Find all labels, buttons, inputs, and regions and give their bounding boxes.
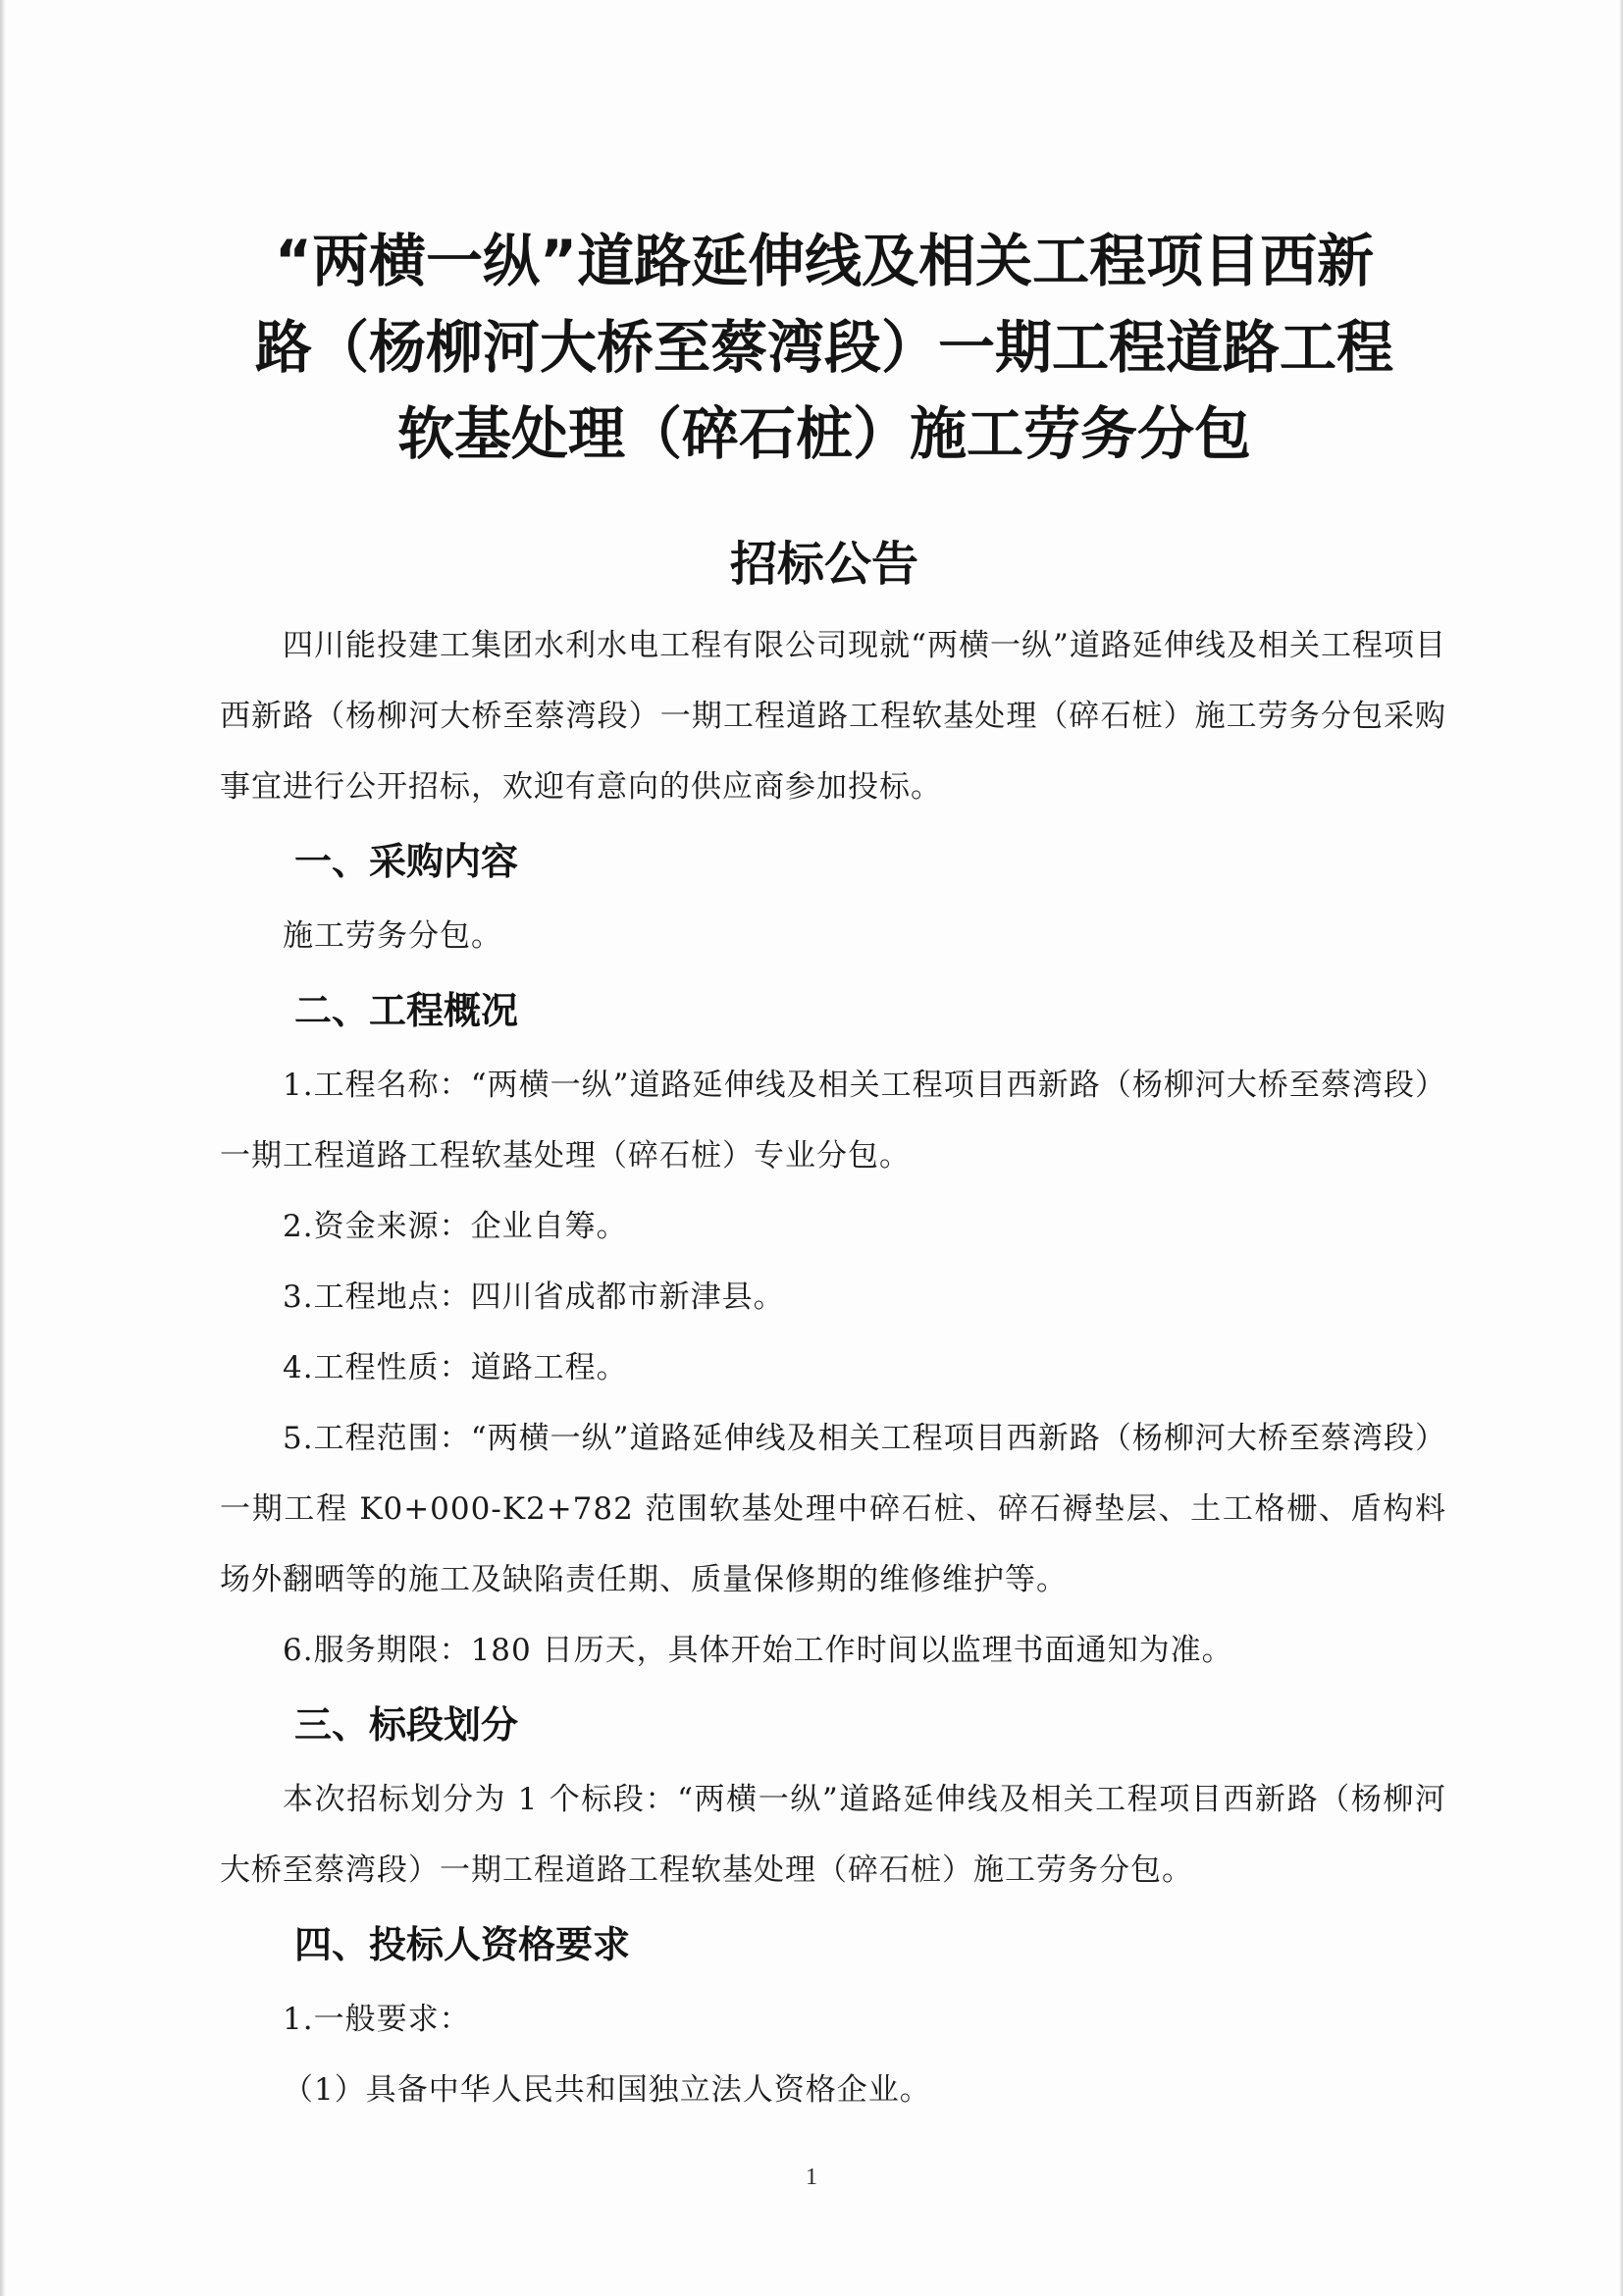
procurement-content: 施工劳务分包。 (283, 918, 502, 954)
title-line: 路（杨柳河大桥至蔡湾段）一期工程道路工程 (254, 314, 1393, 381)
overview-item-name: 1.工程名称：“两横一纵”道路延伸线及相关工程项目西新路（杨柳河大桥至蔡湾段）一期工程道路工程软基处理（碎石桩）专业分包。 (220, 1068, 1446, 1174)
section-heading-procurement: 一、采购内容 (294, 840, 519, 883)
section-heading-qualification: 四、投标人资格要求 (294, 1923, 631, 1966)
document-body (220, 610, 1446, 2125)
qualification-item: （1）具备中华人民共和国独立法人资格企业。 (283, 2072, 931, 2108)
title-line: 软基处理（碎石桩）施工劳务分包 (396, 400, 1251, 467)
overview-item-scope: 5.工程范围：“两横一纵”道路延伸线及相关工程项目西新路（杨柳河大桥至蔡湾段）一期工程 K0+000-K2+782 范围软基处理中碎石桩、碎石褥垫层、土工格栅、盾构料场外翻晒等的施工及缺陷责任期、质量保修期的维修维护等。 (220, 1421, 1446, 1597)
lots-paragraph: 本次招标划分为 1 个标段：“两横一纵”道路延伸线及相关工程项目西新路（杨柳河大桥至蔡湾段）一期工程道路工程软基处理（碎石桩）施工劳务分包。 (220, 1782, 1446, 1888)
overview-item-nature: 4.工程性质：道路工程。 (283, 1350, 628, 1385)
intro-paragraph: 四川能投建工集团水利水电工程有限公司现就“两横一纵”道路延伸线及相关工程项目西新路（杨柳河大桥至蔡湾段）一期工程道路工程软基处理（碎石桩）施工劳务分包采购事宜进行公开招标，欢迎有意向的供应商参加投标。 (220, 628, 1446, 805)
title-line: “两横一纵”道路延伸线及相关工程项目西新 (274, 228, 1375, 294)
overview-item-funding: 2.资金来源：企业自筹。 (283, 1209, 628, 1244)
overview-item-location: 3.工程地点：四川省成都市新津县。 (283, 1279, 785, 1315)
section-heading-lots: 三、标段划分 (294, 1703, 519, 1747)
document-title (216, 218, 1433, 477)
scan-edge-right (1619, 0, 1623, 2296)
document-subtitle: 招标公告 (729, 537, 918, 592)
overview-item-duration: 6.服务期限：180 日历天，具体开始工作时间以监理书面通知为准。 (283, 1633, 1233, 1668)
scan-edge-left (0, 0, 6, 2296)
page-number: 1 (806, 2165, 817, 2190)
qualification-general: 1.一般要求： (283, 2002, 471, 2037)
section-heading-overview: 二、工程概况 (294, 989, 519, 1032)
